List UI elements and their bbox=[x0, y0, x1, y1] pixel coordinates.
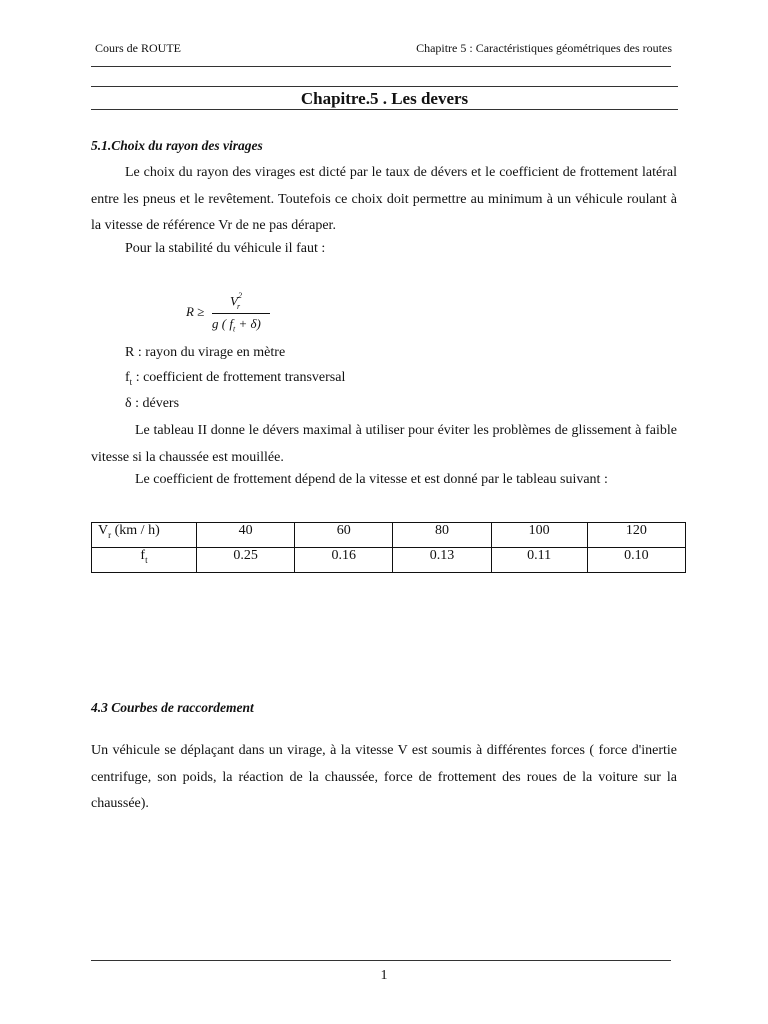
paragraph-choice-radius: Le choix du rayon des virages est dicté par le taux de dévers et le coefficient de frottement latéral entre les pneus et le revêtement. Toutefois ce choix doit permettre au minimum à un véhicule roulant à la vitesse de référence Vr de ne pas déraper. bbox=[91, 165, 677, 233]
paragraph-vehicle-forces: Un véhicule se déplaçant dans un virage, à la vitesse V est soumis à différentes forces ( force d'inertie centrifuge, son poids, la réaction de la chaussée, force de frottement des roues de la voiture sur la chaussée). bbox=[91, 743, 677, 811]
table-cell-speed: 40 bbox=[197, 523, 295, 548]
table-cell-speed: 80 bbox=[393, 523, 491, 548]
table-cell-speed: 100 bbox=[491, 523, 587, 548]
fraction-bar bbox=[212, 313, 270, 314]
table-row-friction bbox=[92, 548, 686, 573]
formula-denominator: g ( $f_t + \delta$) bbox=[212, 316, 261, 334]
formula-numerator: $V^2_r$ bbox=[230, 291, 242, 311]
header-rule bbox=[91, 66, 671, 67]
table-row-speed bbox=[92, 523, 686, 548]
table-cell-friction: 0.16 bbox=[295, 548, 393, 573]
footer-rule bbox=[91, 960, 671, 961]
table-label-friction: $f_t$ bbox=[92, 548, 197, 573]
table-cell-speed: 60 bbox=[295, 523, 393, 548]
definition-delta: δ : dévers bbox=[125, 396, 180, 411]
paragraph-stability: Pour la stabilité du véhicule il faut : bbox=[125, 241, 326, 256]
table-label-speed: $V_r$ (km / h) bbox=[92, 523, 197, 548]
friction-coefficient-table bbox=[91, 522, 686, 573]
table-cell-friction: 0.13 bbox=[393, 548, 491, 573]
formula-lhs: R ≥ bbox=[186, 304, 205, 319]
title-rule-bottom bbox=[91, 109, 678, 110]
header-course-title: Cours de ROUTE bbox=[95, 41, 181, 55]
header-chapter-title: Chapitre 5 : Caractéristiques géométriques des routes bbox=[416, 41, 672, 55]
table-cell-friction: 0.10 bbox=[587, 548, 685, 573]
section-heading-5-1: 5.1.Choix du rayon des virages bbox=[91, 138, 263, 153]
radius-formula bbox=[186, 293, 296, 337]
chapter-title: Chapitre.5 . Les devers bbox=[300, 89, 469, 108]
definition-ft: $f_t$ : coefficient de frottement transversal bbox=[125, 370, 346, 387]
title-rule-top bbox=[91, 86, 678, 87]
table-cell-speed: 120 bbox=[587, 523, 685, 548]
table-cell-friction: 0.11 bbox=[491, 548, 587, 573]
paragraph-coefficient: Le coefficient de frottement dépend de la vitesse et est donné par le tableau suivant : bbox=[135, 472, 608, 487]
table-cell-friction: 0.25 bbox=[197, 548, 295, 573]
page-number: 1 bbox=[380, 968, 388, 983]
section-heading-4-3: 4.3 Courbes de raccordement bbox=[91, 700, 254, 715]
paragraph-table-ii: Le tableau II donne le dévers maximal à utiliser pour éviter les problèmes de glissement à faible vitesse si la chaussée est mouillée. bbox=[91, 423, 677, 465]
definition-R: R : rayon du virage en mètre bbox=[125, 345, 286, 360]
